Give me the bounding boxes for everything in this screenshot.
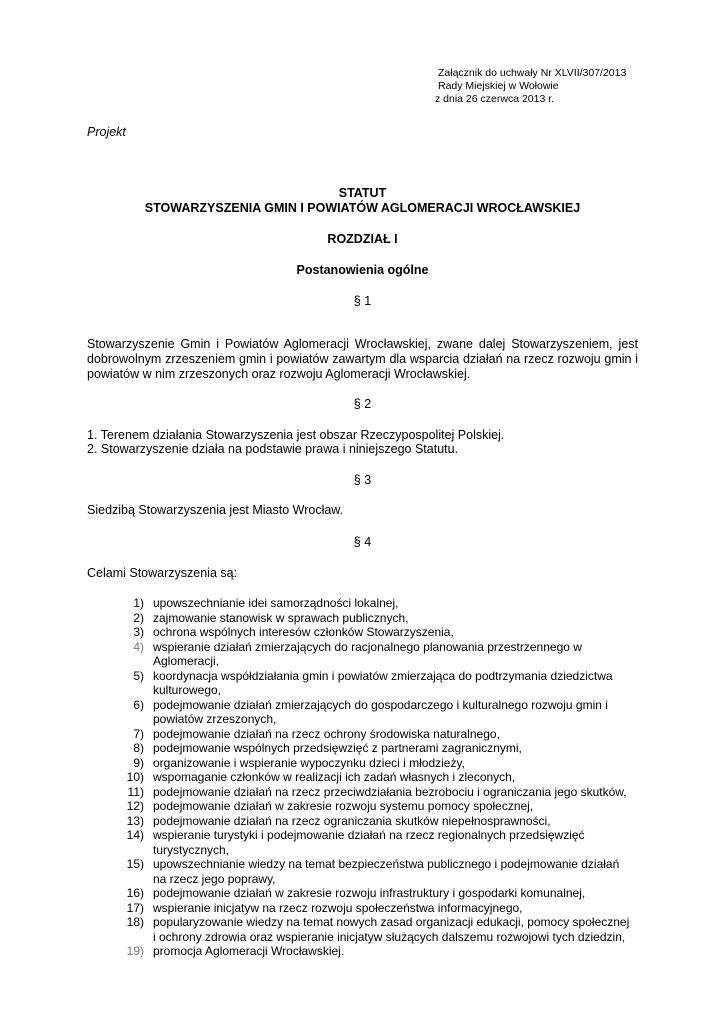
chapter-heading: ROZDZIAŁ I [327,232,398,246]
goal-number: 12) [126,799,144,813]
section-3-text: Siedzibą Stowarzyszenia jest Miasto Wrocław. [87,503,344,517]
section-1-line: Stowarzyszenie Gmin i Powiatów Aglomeracji Wrocławskiej, zwane dalej Stowarzyszeniem, jest [87,337,638,351]
goal-list-item [87,814,647,829]
goal-number: 5) [133,668,144,683]
section-4-mark: § 4 [353,535,372,549]
section-2-item-2: 2. Stowarzyszenie działa na podstawie prawa i niniejszego Statutu. [87,442,459,456]
goal-number: 19) [126,944,144,958]
goal-text-line: podejmowanie wspólnych przedsięwzięć z partnerami zagranicznymi, [153,741,522,755]
goal-number: 16) [126,886,144,900]
section-1-text [87,337,638,382]
goal-number: 17) [126,900,144,915]
goal-text-line: podejmowanie działań na rzecz ograniczania skutków niepełnosprawności, [153,813,551,828]
goal-text-line: podejmowanie działań na rzecz ochrony środowiska naturalnego, [153,726,500,741]
goal-text-line: upowszechnianie idei samorządności lokalnej, [153,596,399,610]
goal-number: 3) [133,625,144,639]
goal-number: 9) [133,755,144,770]
goal-list-item [87,915,647,944]
annex-line-1: Załącznik do uchwały Nr XLVII/307/2013 [438,67,627,79]
goal-list-item [87,944,647,959]
goal-number: 18) [126,915,144,929]
goal-list-item [87,698,647,727]
section-2-item-1: 1. Terenem działania Stowarzyszenia jest obszar Rzeczypospolitej Polskiej. [87,428,505,442]
goal-list-item [87,596,647,611]
annex-line-3: z dnia 26 czerwca 2013 r. [435,93,555,105]
goal-text-line: koordynacja współdziałania gmin i powiatów zmierzająca do podtrzymania dziedzictwa [153,668,613,683]
projekt-label: Projekt [87,125,126,139]
goal-text-line: wspieranie inicjatyw na rzecz rozwoju społeczeństwa informacyjnego, [153,900,523,915]
goal-text-line: podejmowanie działań w zakresie rozwoju systemu pomocy społecznej, [153,799,534,813]
goal-list-item [87,770,647,785]
goal-list-item [87,669,647,698]
goal-number: 13) [126,813,144,828]
goal-text-line: na rzecz jego poprawy, [153,871,276,886]
goal-number: 6) [133,697,144,712]
chapter-subheading: Postanowienia ogólne [296,263,429,277]
section-1-mark: § 1 [353,294,372,308]
goal-list-item [87,785,647,800]
goal-number: 15) [126,857,144,871]
goal-text-line: ochrona wspólnych interesów członków Stowarzyszenia, [153,625,454,639]
goal-text-line: kulturowego, [153,683,222,697]
goal-list-item [87,640,647,669]
goal-list-item [87,625,647,640]
goal-text-line: podejmowanie działań w zakresie rozwoju infrastruktury i gospodarki komunalnej, [153,886,586,900]
goal-number: 10) [126,770,144,784]
goal-number: 7) [133,726,144,741]
goal-text-line: podejmowanie działań zmierzających do gospodarczego i kulturalnego rozwoju gmin i [153,697,608,712]
section-4-intro: Celami Stowarzyszenia są: [87,566,238,580]
goal-list-item [87,886,647,901]
goal-list-item [87,611,647,626]
document-subtitle: STOWARZYSZENIA GMIN I POWIATÓW AGLOMERACJI WROCŁAWSKIEJ [144,201,581,215]
goal-list-item [87,727,647,742]
goal-list-item [87,828,647,857]
goals-list [87,596,647,959]
goal-text-line: popularyzowanie wiedzy na temat nowych zasad organizacji edukacji, pomocy społecznej [153,915,630,929]
section-2-mark: § 2 [353,397,372,411]
goal-number: 2) [133,610,144,625]
goal-text-line: wspieranie działań zmierzających do racjonalnego planowania przestrzennego w [153,639,582,654]
annex-note [435,67,627,106]
goal-text-line: turystycznych, [153,842,230,857]
section-1-line: powiatów w nim zrzeszonych oraz rozwoju Aglomeracji Wrocławskiej. [87,367,471,381]
goal-text-line: Aglomeracji, [153,654,220,668]
document-title: STATUT [338,186,387,200]
goal-list-item [87,741,647,756]
goal-text-line: podejmowanie działań na rzecz przeciwdziałania bezrobociu i ograniczania jego skutków, [153,784,627,799]
goal-number: 14) [126,828,144,842]
goal-list-item [87,799,647,814]
section-3-mark: § 3 [353,473,372,487]
goal-text-line: powiatów zrzeszonych, [153,712,277,726]
annex-line-2: Rady Miejskiej w Wołowie [438,80,559,92]
goal-list-item [87,857,647,886]
goal-text-line: zajmowanie stanowisk w sprawach publicznych, [153,610,409,625]
goal-text-line: i ochrony zdrowia oraz wspieranie inicjatyw służących dalszemu rozwojowi tych dziedzin, [153,929,626,944]
goal-text-line: wspieranie turystyki i podejmowanie działań na rzecz regionalnych przedsięwzięć [153,828,585,842]
goal-text-line: upowszechnianie wiedzy na temat bezpieczeństwa publicznego i podejmowanie działań [153,857,620,871]
goal-number: 4) [133,639,144,654]
goal-text-line: promocja Aglomeracji Wrocławskiej. [153,944,345,958]
goal-number: 1) [133,596,144,610]
section-1-line: dobrowolnym zrzeszeniem gmin i powiatów zawartym dla wsparcia działań na rzecz rozwoju gmin i [87,352,638,366]
goal-number: 11) [127,784,144,799]
goal-number: 8) [133,741,144,755]
goal-list-item [87,901,647,916]
goal-text-line: wspomaganie członków w realizacji ich zadań własnych i zleconych, [153,770,516,784]
goal-list-item [87,756,647,771]
goal-text-line: organizowanie i wspieranie wypoczynku dzieci i młodzieży, [153,755,465,770]
